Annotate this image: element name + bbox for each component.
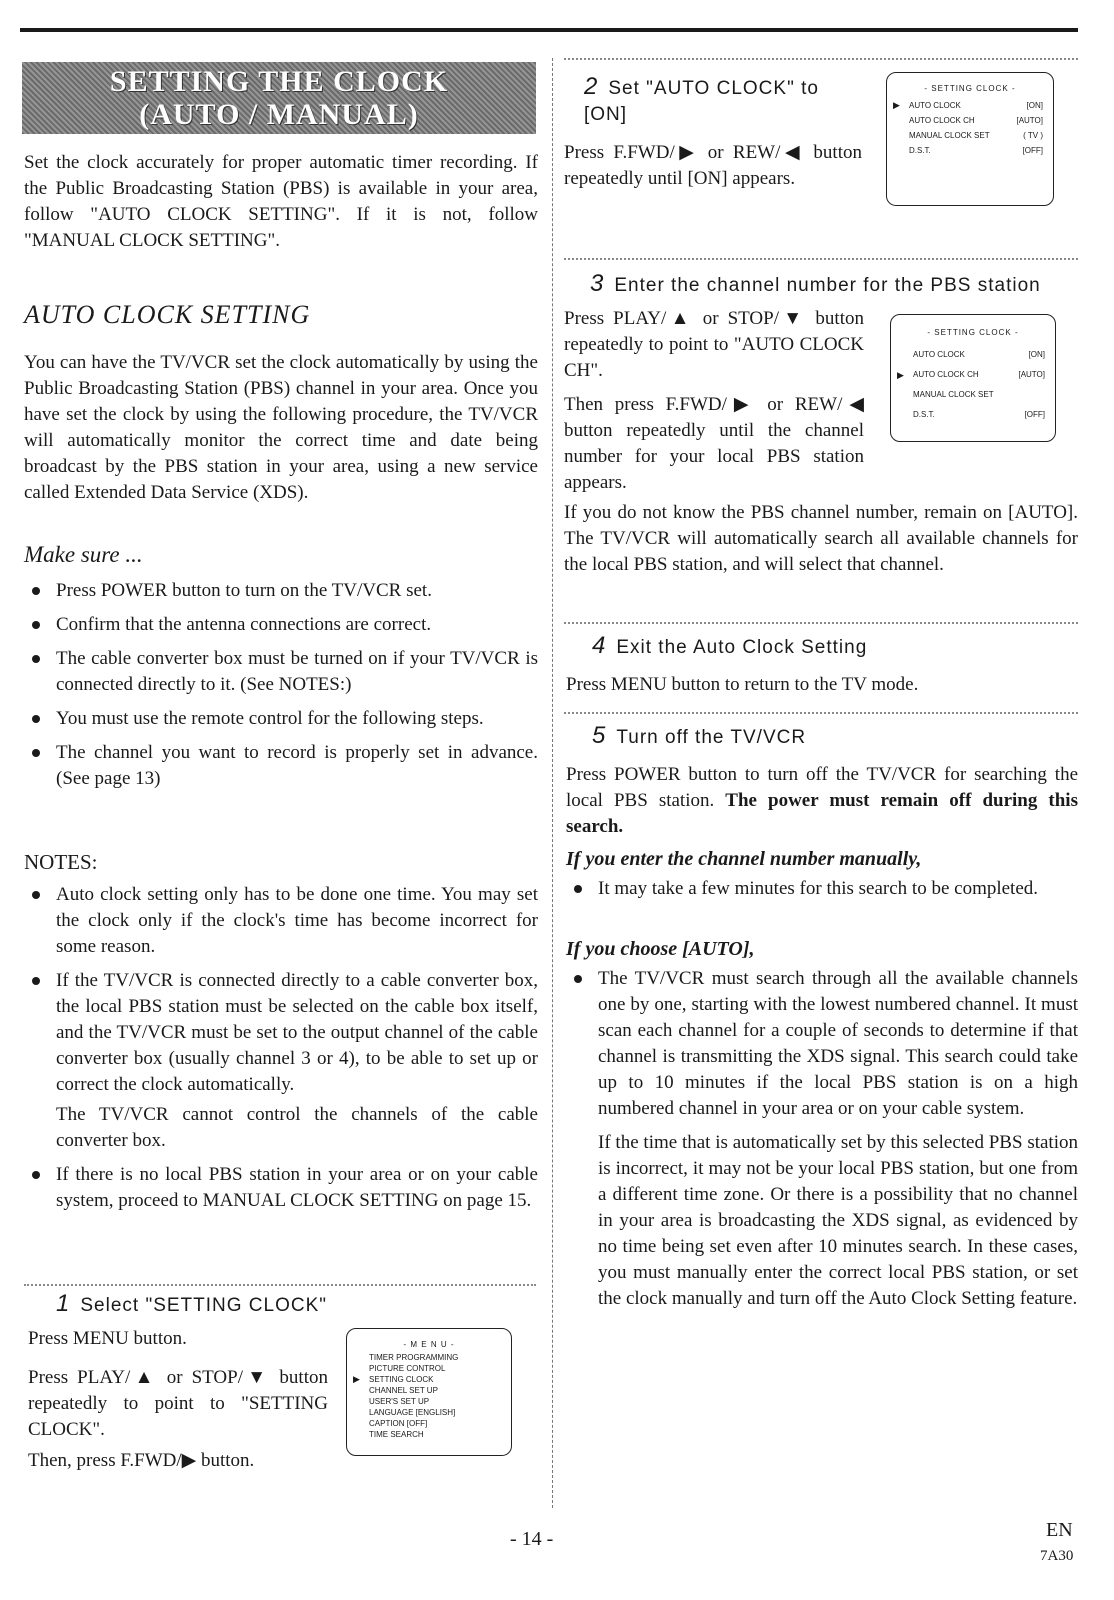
auto-subheading: If you choose [AUTO], [566,938,755,960]
notes-list [24,882,538,1222]
divider [564,622,1078,624]
auto-clock-heading: AUTO CLOCK SETTING [24,300,311,329]
list-item: It may take a few minutes for this search to be completed. [566,876,1078,902]
screen-row-selected: ▶ SETTING CLOCK [353,1374,434,1384]
screen-row-selected: ▶ AUTO CLOCK CH [AUTO] [891,365,1055,385]
notes-subparagraph: The TV/VCR cannot control the channels of the cable converter box. [56,1104,538,1151]
divider [564,712,1078,714]
cursor-arrow-icon: ▶ [897,370,904,380]
title-line-1: SETTING THE CLOCK [109,65,449,98]
page-title-banner [22,62,536,134]
step-2-body: Press F.FWD/▶ or REW/◀ button repeatedly until [ON] appears. [564,142,862,189]
screen-title: - SETTING CLOCK - [924,84,1016,93]
step-4-body: Press MENU button to return to the TV mode. [566,674,919,695]
step-5-heading [592,722,806,750]
list-item: Press POWER button to turn on the TV/VCR set. [24,578,538,604]
screen-row: D.S.T. [OFF] [909,146,1043,155]
step-5-warning-text: The power must remain off during this search. [566,790,1078,837]
screen-row: MANUAL CLOCK SET [909,131,990,140]
list-item: The cable converter box must be turned on if your TV/VCR is connected directly to it. (See NOTES:) [24,646,538,698]
page-number: - 14 - [510,1528,554,1550]
top-rule [20,28,1078,32]
screen-row: PICTURE CONTROL [369,1364,446,1373]
screen-title: - SETTING CLOCK - [927,328,1019,337]
screen-row: AUTO CLOCK [ON] [913,350,1045,359]
list-item: You must use the remote control for the following steps. [24,706,538,732]
step-3-heading [590,270,1041,298]
make-sure-heading: Make sure ... [24,542,143,567]
step-title: Enter the channel number for the PBS station [614,275,1041,296]
list-item: Confirm that the antenna connections are correct. [24,612,538,638]
divider [564,58,1078,60]
title-line-2: (AUTO / MANUAL) [139,98,419,131]
manual-subheading: If you enter the channel number manually, [566,848,922,870]
step-3-text-3: If you do not know the PBS channel number, remain on [AUTO]. The TV/VCR will automatically search all available channels for the local PBS station, and will select that channel. [564,502,1078,575]
list-item: The channel you want to record is properly set in advance. (See page 13) [24,740,538,792]
screen-row: AUTO CLOCK CH [AUTO] [909,116,1043,125]
screen-row: LANGUAGE [ENGLISH] [369,1408,456,1417]
model-code: 7A30 [1040,1548,1074,1564]
auto-subparagraph: If the time that is automatically set by this selected PBS station is incorrect, it may not be your local PBS station, but one from a different time zone. Or there is a possibility that no channel in your area is broadcasting the XDS signal, as evidenced by no time being set even after 10 minutes search. In these cases, you must manually enter the correct local PBS station, or set the clock manually and turn off the Auto Clock Setting feature. [598,1132,1078,1309]
step-number: 3 [590,270,605,297]
step-1-text-2: Press PLAY/▲ or STOP/▼ button repeatedly to point to "SETTING CLOCK". [28,1367,328,1440]
menu-screen-display [346,1328,512,1456]
list-item: Auto clock setting only has to be done one time. You may set the clock only if the clock's time has become incorrect for some reason. [24,882,538,960]
screen-row: USER'S SET UP [369,1397,430,1406]
auto-list [566,966,1078,1320]
divider [564,258,1078,260]
step-1-heading [56,1290,327,1318]
step-3-text-1: Press PLAY/▲ or STOP/▼ button repeatedly to point to "AUTO CLOCK CH". [564,308,864,381]
step-4-heading [592,632,867,660]
step-number: 4 [592,632,607,659]
step-1-text-1: Press MENU button. [28,1328,187,1349]
list-item: If there is no local PBS station in your area or on your cable system, proceed to MANUAL CLOCK SETTING on page 15. [24,1162,538,1214]
step-5-body [566,762,1078,840]
cursor-arrow-icon: ▶ [353,1374,360,1384]
list-item: The TV/VCR must search through all the available channels one by one, starting with the lowest numbered channel. It must scan each channel for a couple of seconds to determine if that channel is transmitting the XDS signal. This search could take up to 10 minutes if the local PBS station is on a high numbered channel in your area or on your cable system. If the time that is automatically set by this selected PBS station is incorrect, it may not be your local PBS station, but one from a different time zone. Or there is a possibility that no channel in your area is broadcasting the XDS signal, as evidenced by no time being set even after 10 minutes search. In these cases, you must manually enter the correct local PBS station, or set the clock manually and turn off the Auto Clock Setting feature. [566,966,1078,1312]
screen-row: CAPTION [OFF] [369,1419,428,1428]
step-title: Select "SETTING CLOCK" [80,1295,328,1316]
screen-row: MANUAL CLOCK SET [913,390,994,399]
auto-clock-screen-display: - SETTING CLOCK - ▶ AUTO CLOCK [ON] AUTO CLOCK CH [AUTO] ( TV ) MANUAL CLOCK SET D.S.T. [OFF] [886,72,1054,206]
auto-clock-body: You can have the TV/VCR set the clock automatically by using the Public Broadcasting Station (PBS) channel in your area. Once you have set the clock by using the following procedure, the TV/VCR will automatically monitor the correct time and date being broadcast by the PBS station in your area, using a new service called Extended Data Service (XDS). [24,352,538,503]
step-1-text-3: Then, press F.FWD/▶ button. [28,1450,255,1471]
step-5-plain-text: Press POWER button to turn off the TV/VCR for searching the local PBS station. [566,764,1078,811]
screen-row: CHANNEL SET UP [369,1386,438,1395]
language-code: EN [1046,1519,1073,1541]
step-3-text-2: Then press F.FWD/▶ or REW/◀ button repeatedly until the channel number for your local PBS station appears. [564,394,864,493]
cursor-arrow-icon: ▶ [893,100,900,110]
list-item: If the TV/VCR is connected directly to a cable converter box, the local PBS station must be selected on the cable box itself, and the TV/VCR must be set to the output channel of the cable converter box (usually channel 3 or 4), to be able to set up or correct the clock automatically. The TV/VCR cannot control the channels of the cable converter box. [24,968,538,1154]
manual-list [566,876,1078,910]
screen-title: - M E N U - [403,1340,455,1349]
step-2-heading [584,74,854,128]
notes-heading: NOTES: [24,850,98,874]
screen-row: TIME SEARCH [369,1430,424,1439]
step-number: 2 [584,73,599,100]
step-number: 1 [56,1290,71,1317]
screen-row-selected: ▶ AUTO CLOCK [ON] [887,98,1053,113]
step-title: Turn off the TV/VCR [616,727,807,748]
column-divider [552,58,554,1508]
step-number: 5 [592,722,607,749]
make-sure-list [24,578,538,800]
auto-clock-ch-screen-display [890,314,1056,442]
screen-row: D.S.T. [OFF] [913,410,1045,419]
intro-paragraph: Set the clock accurately for proper automatic timer recording. If the Public Broadcasting Station (PBS) is available in your area, follow "AUTO CLOCK SETTING". If it is not, follow "MANUAL CLOCK SETTING". [24,152,538,251]
divider [24,1284,536,1286]
step-title: Set "AUTO CLOCK" to [ON] [584,78,819,125]
screen-row: TIMER PROGRAMMING [369,1353,459,1362]
step-title: Exit the Auto Clock Setting [616,637,868,658]
